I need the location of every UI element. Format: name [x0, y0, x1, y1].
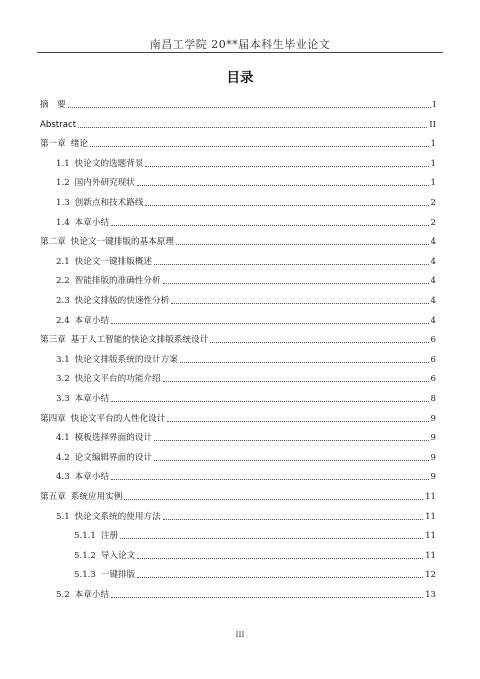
toc-entry-label	[40, 99, 66, 111]
toc-entry-page: 9	[430, 433, 436, 444]
dot-leader	[111, 401, 428, 402]
toc-entry-title: Abstract	[40, 119, 77, 130]
toc-entry[interactable]	[40, 97, 436, 111]
dot-leader	[111, 323, 428, 324]
toc-entry-number: 5.1.3	[74, 570, 96, 581]
toc-entry-label	[56, 589, 109, 601]
toc-entry[interactable]	[40, 136, 436, 150]
toc-entry-page: 9	[430, 452, 436, 463]
dot-leader	[137, 558, 423, 559]
toc-entry-title: 本章小结	[74, 217, 110, 228]
toc-entry-page: 11	[425, 531, 436, 542]
toc-entry-number: 1.1	[56, 158, 70, 169]
toc-entry-label	[56, 177, 135, 189]
toc-entry-title: 智能排版的准确性分析	[74, 276, 161, 287]
toc-entry[interactable]	[40, 411, 436, 425]
toc-entry-number: 2.1	[56, 256, 70, 267]
dot-leader	[163, 283, 429, 284]
dot-leader	[111, 597, 423, 598]
toc-entry-label	[56, 275, 161, 287]
toc-entry-number: 5.2	[56, 590, 70, 600]
toc-entry-label	[56, 393, 109, 405]
toc-entry-title: 本章小结	[74, 394, 110, 404]
toc-entry-label	[56, 432, 152, 444]
toc-entry-number: 4.3	[56, 472, 70, 483]
toc-entry[interactable]	[40, 332, 436, 346]
toc-entry[interactable]	[40, 489, 436, 503]
dot-leader	[68, 107, 431, 108]
dot-leader	[90, 146, 429, 147]
toc-entry-page: 11	[425, 492, 436, 502]
toc-entry[interactable]	[40, 371, 436, 385]
dot-leader	[137, 185, 429, 186]
toc-entry-page: 6	[430, 374, 436, 385]
toc-entry-label	[56, 315, 109, 327]
toc-entry-title: 快论文排版的快速性分析	[74, 296, 170, 306]
dot-leader	[111, 225, 428, 226]
dot-leader	[111, 479, 428, 480]
toc-entry-page: 4	[430, 256, 436, 267]
dot-leader	[145, 205, 428, 206]
toc-entry-label	[56, 452, 152, 464]
toc-entry-label	[40, 119, 76, 131]
toc-entry-label	[56, 511, 161, 523]
toc-entry[interactable]	[40, 430, 436, 444]
dot-leader	[176, 244, 429, 245]
toc-entry-title: 本章小结	[74, 315, 110, 326]
toc-entry-page: 1	[430, 158, 436, 169]
toc-entry-page: 12	[425, 570, 436, 581]
toc-entry-label	[40, 138, 88, 150]
toc-entry-number: 4.2	[56, 452, 70, 463]
toc-entry-title: 本章小结	[74, 590, 110, 600]
toc-entry-title: 快论文排版系统的设计方案	[74, 354, 178, 365]
toc-entry-title: 快论文的选题背景	[74, 158, 144, 169]
toc-entry-title: 系统应用实例	[70, 492, 123, 502]
toc-entry[interactable]	[40, 587, 436, 601]
toc-entry-title: 快论文系统的使用方法	[74, 511, 161, 522]
toc-entry-page: 4	[430, 237, 436, 248]
toc-entry[interactable]	[40, 450, 436, 464]
toc-entry-label	[56, 471, 109, 483]
toc-entry-page: 2	[430, 198, 436, 208]
toc-entry-label	[56, 256, 152, 268]
dot-leader	[137, 577, 423, 578]
toc-entry-number: 1.2	[56, 178, 70, 189]
toc-entry-number: 3.2	[56, 374, 70, 385]
toc-entry-label	[56, 354, 178, 366]
dot-leader	[154, 460, 429, 461]
dot-leader	[163, 381, 429, 382]
toc-entry[interactable]	[40, 469, 436, 483]
toc-entry-title: 摘 要	[40, 100, 66, 110]
toc-entry-title: 绪论	[70, 139, 88, 150]
toc-entry-number: 5.1.1	[74, 531, 96, 542]
toc-entry-number: 1.4	[56, 217, 70, 228]
toc-entry[interactable]	[40, 567, 436, 581]
toc-entry[interactable]	[40, 273, 436, 287]
toc-entry-label	[74, 569, 135, 581]
toc-entry-label	[56, 217, 109, 229]
toc-entry-title: 本章小结	[74, 472, 110, 483]
toc-entry-label	[56, 373, 161, 385]
toc-entry-page: 9	[430, 413, 436, 424]
dot-leader	[154, 440, 429, 441]
toc-entry-title: 导入论文	[100, 550, 136, 561]
toc-entry-title: 基于人工智能的快论文排版系统设计	[70, 335, 209, 346]
toc-entry-number: 3.1	[56, 354, 70, 365]
toc-entry[interactable]	[40, 313, 436, 327]
toc-entry-page: 6	[430, 354, 436, 365]
toc-entry-label	[74, 530, 118, 542]
toc-entry[interactable]	[40, 175, 436, 189]
dot-leader	[145, 166, 428, 167]
toc-entry-number: 第四章	[40, 413, 66, 424]
toc-entry-label	[40, 334, 208, 346]
toc-entry-label	[40, 491, 122, 503]
header-rule	[37, 52, 443, 53]
toc-title: 目录	[226, 70, 254, 86]
dot-leader	[167, 421, 428, 422]
toc-entry-title: 创新点和技术路线	[74, 198, 144, 208]
dot-leader	[180, 362, 429, 363]
toc-entry-number: 5.1	[56, 511, 70, 522]
toc-entry-page: 1	[430, 178, 436, 189]
dot-leader	[210, 342, 428, 343]
toc-entry-page: 11	[425, 511, 436, 522]
toc-entry-page: I	[432, 100, 436, 110]
toc-entry[interactable]	[40, 548, 436, 562]
toc-entry-number: 2.2	[56, 276, 70, 287]
toc-entry[interactable]	[40, 509, 436, 523]
toc-entry-page: 4	[430, 315, 436, 326]
toc-entry-page: 11	[425, 550, 436, 561]
toc-entry-page: 4	[430, 276, 436, 287]
dot-leader	[171, 303, 428, 304]
toc-entry-page: 6	[430, 335, 436, 346]
toc-entry-number: 第一章	[40, 139, 66, 150]
toc-entry-number: 5.1.2	[74, 550, 96, 561]
toc-entry-page: 1	[430, 139, 436, 150]
toc-entry-title: 快论文平台的人性化设计	[70, 413, 166, 424]
toc-entry[interactable]	[40, 195, 436, 209]
toc-entry-title: 注册	[100, 531, 119, 542]
toc-entry[interactable]	[40, 293, 436, 307]
toc-entry[interactable]	[40, 215, 436, 229]
toc-entry[interactable]	[40, 528, 436, 542]
toc-entry-label	[74, 550, 135, 562]
toc-entry[interactable]	[40, 352, 436, 366]
toc-entry-number: 4.1	[56, 433, 70, 444]
toc-entry-title: 论文编辑界面的设计	[74, 452, 153, 463]
toc-entry-number: 第二章	[40, 237, 66, 248]
dot-leader	[120, 538, 423, 539]
toc-entry-number: 2.3	[56, 296, 70, 306]
toc-entry-page: 8	[430, 394, 436, 404]
toc-entry-page: 9	[430, 472, 436, 483]
toc-entry-label	[56, 295, 169, 307]
dot-leader	[154, 264, 429, 265]
toc-entry-title: 一键排版	[100, 570, 136, 581]
toc-entry-label	[56, 197, 143, 209]
toc-entry-title: 模板选择界面的设计	[74, 433, 153, 444]
toc-entry-label	[40, 413, 165, 425]
toc-entry-page: 4	[430, 296, 436, 306]
toc-entry-number: 3.3	[56, 394, 70, 404]
toc-entry-label	[56, 158, 143, 170]
toc-entry-title: 快论文一键排版的基本原理	[70, 237, 174, 248]
toc-entry-page: 13	[425, 590, 436, 600]
footer-page-number: III	[235, 630, 245, 639]
dot-leader	[124, 499, 423, 500]
toc-entry-label	[40, 236, 174, 248]
toc-entry-title: 快论文一键排版概述	[74, 256, 153, 267]
toc-entry[interactable]	[40, 234, 436, 248]
toc-entry-title: 国内外研究现状	[74, 178, 135, 189]
toc-entry-number: 第三章	[40, 335, 66, 346]
toc-entry[interactable]	[40, 254, 436, 268]
dot-leader	[163, 519, 423, 520]
toc-entry-title: 快论文平台的功能介绍	[74, 374, 161, 385]
toc-entry-page: 2	[430, 217, 436, 228]
toc-entry[interactable]	[40, 156, 436, 170]
toc-entry-number: 第五章	[40, 492, 66, 502]
dot-leader	[78, 127, 427, 128]
toc-entry-number: 2.4	[56, 315, 70, 326]
toc-entry-page: II	[429, 119, 436, 130]
toc-entry[interactable]	[40, 391, 436, 405]
page-header: 南昌工学院 20**届本科生毕业论文	[149, 38, 331, 51]
toc-entry-number: 1.3	[56, 198, 70, 208]
toc-entry[interactable]	[40, 117, 436, 131]
